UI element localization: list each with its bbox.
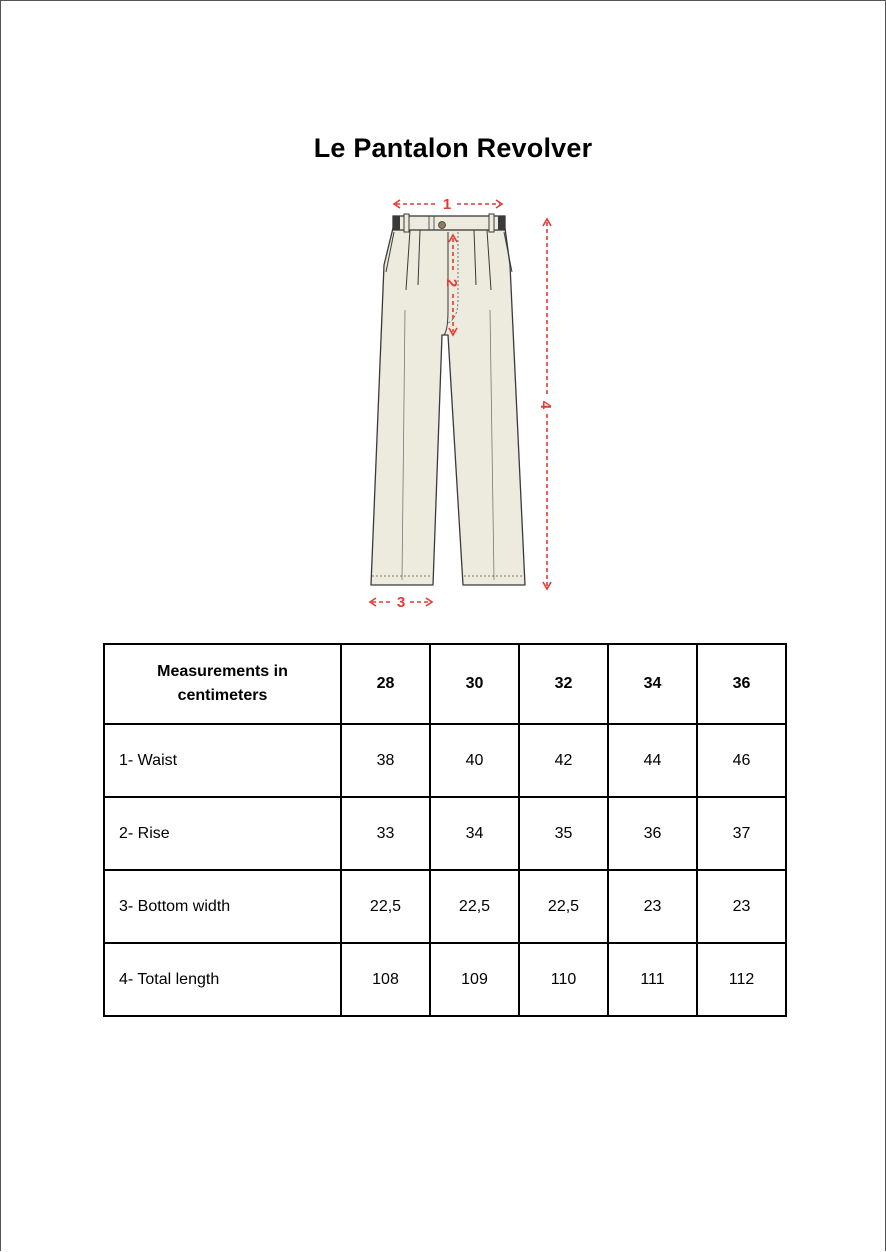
cell-value: 23 — [608, 870, 697, 943]
marker-3: 3 — [396, 594, 406, 611]
cell-value: 110 — [519, 943, 608, 1016]
row-label: 2- Rise — [104, 797, 341, 870]
cell-value: 22,5 — [519, 870, 608, 943]
row-label: 1- Waist — [104, 724, 341, 797]
cell-value: 23 — [697, 870, 786, 943]
page-title: Le Pantalon Revolver — [313, 133, 593, 163]
cell-value: 44 — [608, 724, 697, 797]
waistband-right-tab — [498, 216, 505, 230]
waistband — [393, 216, 505, 230]
cell-value: 33 — [341, 797, 430, 870]
header-size-32: 32 — [519, 644, 608, 724]
table-row-bottom-width — [104, 870, 786, 943]
cell-value: 38 — [341, 724, 430, 797]
table-row-waist — [104, 724, 786, 797]
size-chart-table — [103, 643, 787, 1017]
cell-value: 34 — [430, 797, 519, 870]
cell-value: 112 — [697, 943, 786, 1016]
table-row-rise — [104, 797, 786, 870]
cell-value: 22,5 — [341, 870, 430, 943]
belt-loop-right — [489, 214, 494, 232]
header-measurements-label: Measurements in centimeters — [104, 644, 341, 724]
marker-4: 4 — [537, 400, 554, 410]
trousers-diagram — [360, 190, 570, 615]
header-size-34: 34 — [608, 644, 697, 724]
header-size-36: 36 — [697, 644, 786, 724]
header-size-30: 30 — [430, 644, 519, 724]
cell-value: 35 — [519, 797, 608, 870]
cell-value: 109 — [430, 943, 519, 1016]
cell-value: 46 — [697, 724, 786, 797]
waist-button — [439, 222, 446, 229]
cell-value: 111 — [608, 943, 697, 1016]
marker-1: 1 — [442, 196, 452, 213]
row-label: 3- Bottom width — [104, 870, 341, 943]
cell-value: 108 — [341, 943, 430, 1016]
cell-value: 40 — [430, 724, 519, 797]
cell-value: 37 — [697, 797, 786, 870]
table-row-total-length — [104, 943, 786, 1016]
header-size-28: 28 — [341, 644, 430, 724]
row-label: 4- Total length — [104, 943, 341, 1016]
cell-value: 42 — [519, 724, 608, 797]
marker-2: 2 — [443, 278, 460, 288]
cell-value: 22,5 — [430, 870, 519, 943]
cell-value: 36 — [608, 797, 697, 870]
waistband-left-tab — [393, 216, 400, 230]
belt-loop-left — [404, 214, 409, 232]
table-header-row — [104, 644, 786, 724]
